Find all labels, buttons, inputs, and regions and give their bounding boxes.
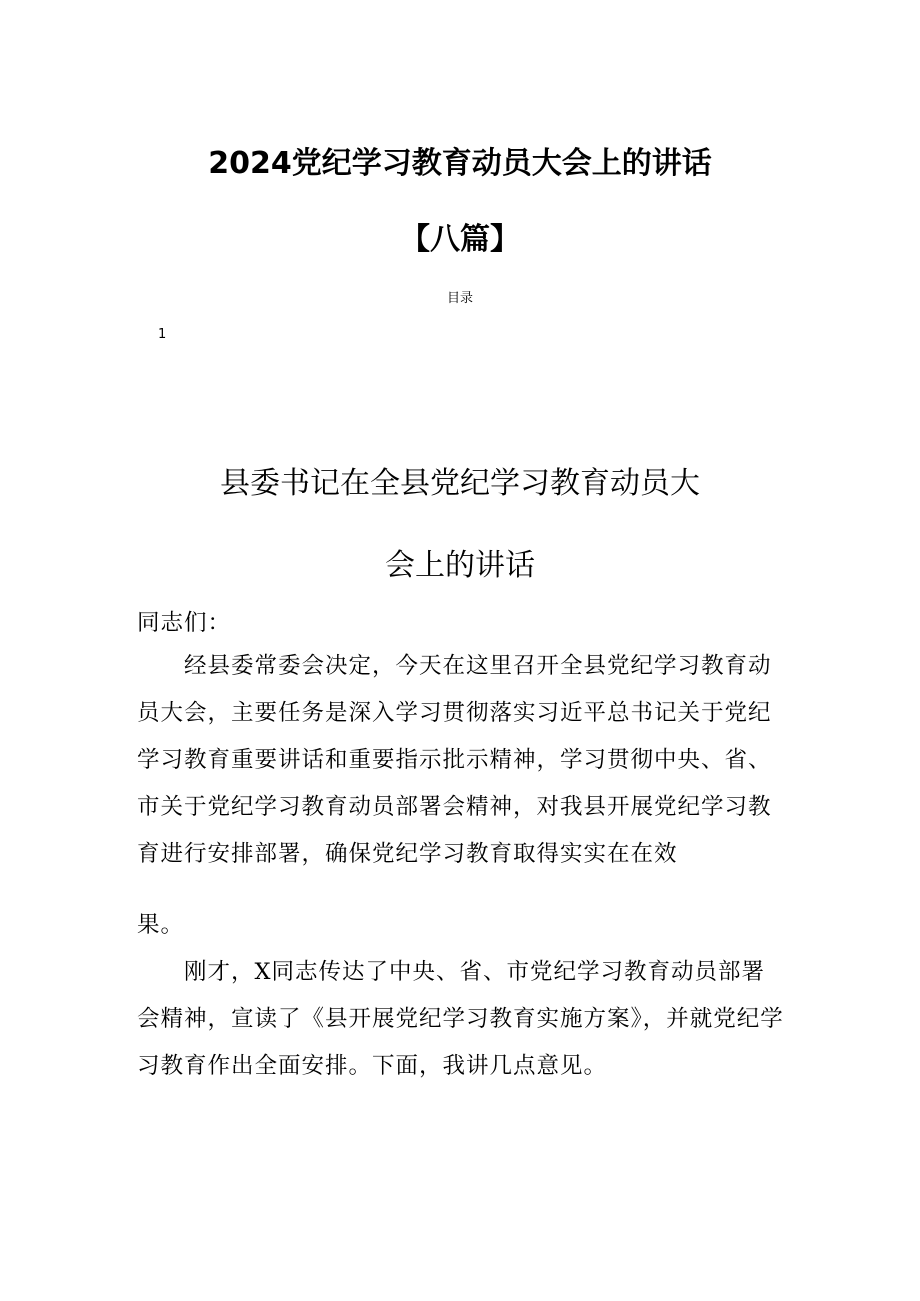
speech-title-line2: 会上的讲话 [385,548,535,583]
salutation-text: 同志们： [137,610,232,636]
document-title-line1: 2024党纪学习教育动员大会上的讲话 [208,146,712,181]
paragraph-1-end [137,902,787,949]
document-title-line2: 【八篇】 [400,222,520,257]
salutation [137,600,787,647]
paragraph-1 [137,643,787,878]
paragraph-2 [137,949,787,1090]
paragraph-2-text: 刚才，X同志传达了中央、省、市党纪学习教育动员部署会精神，宣读了《县开展党纪学习教育实施方案》，并就党纪学习教育作出全面安排。下面，我讲几点意见。 [137,959,784,1079]
toc-page-number: 1 [158,327,167,342]
paragraph-1-end-text: 果。 [137,912,185,938]
paragraph-1-text: 经县委常委会决定，今天在这里召开全县党纪学习教育动员大会，主要任务是深入学习贯彻落实习近平总书记关于党纪学习教育重要讲话和重要指示批示精神，学习贯彻中央、省、市关于党纪学习教育动员部署会精神，对我县开展党纪学习教育进行安排部署，确保党纪学习教育取得实实在在效 [137,653,772,867]
toc-label: 目录 [446,291,473,306]
speech-title-line1: 县委书记在全县党纪学习教育动员大 [220,466,700,501]
